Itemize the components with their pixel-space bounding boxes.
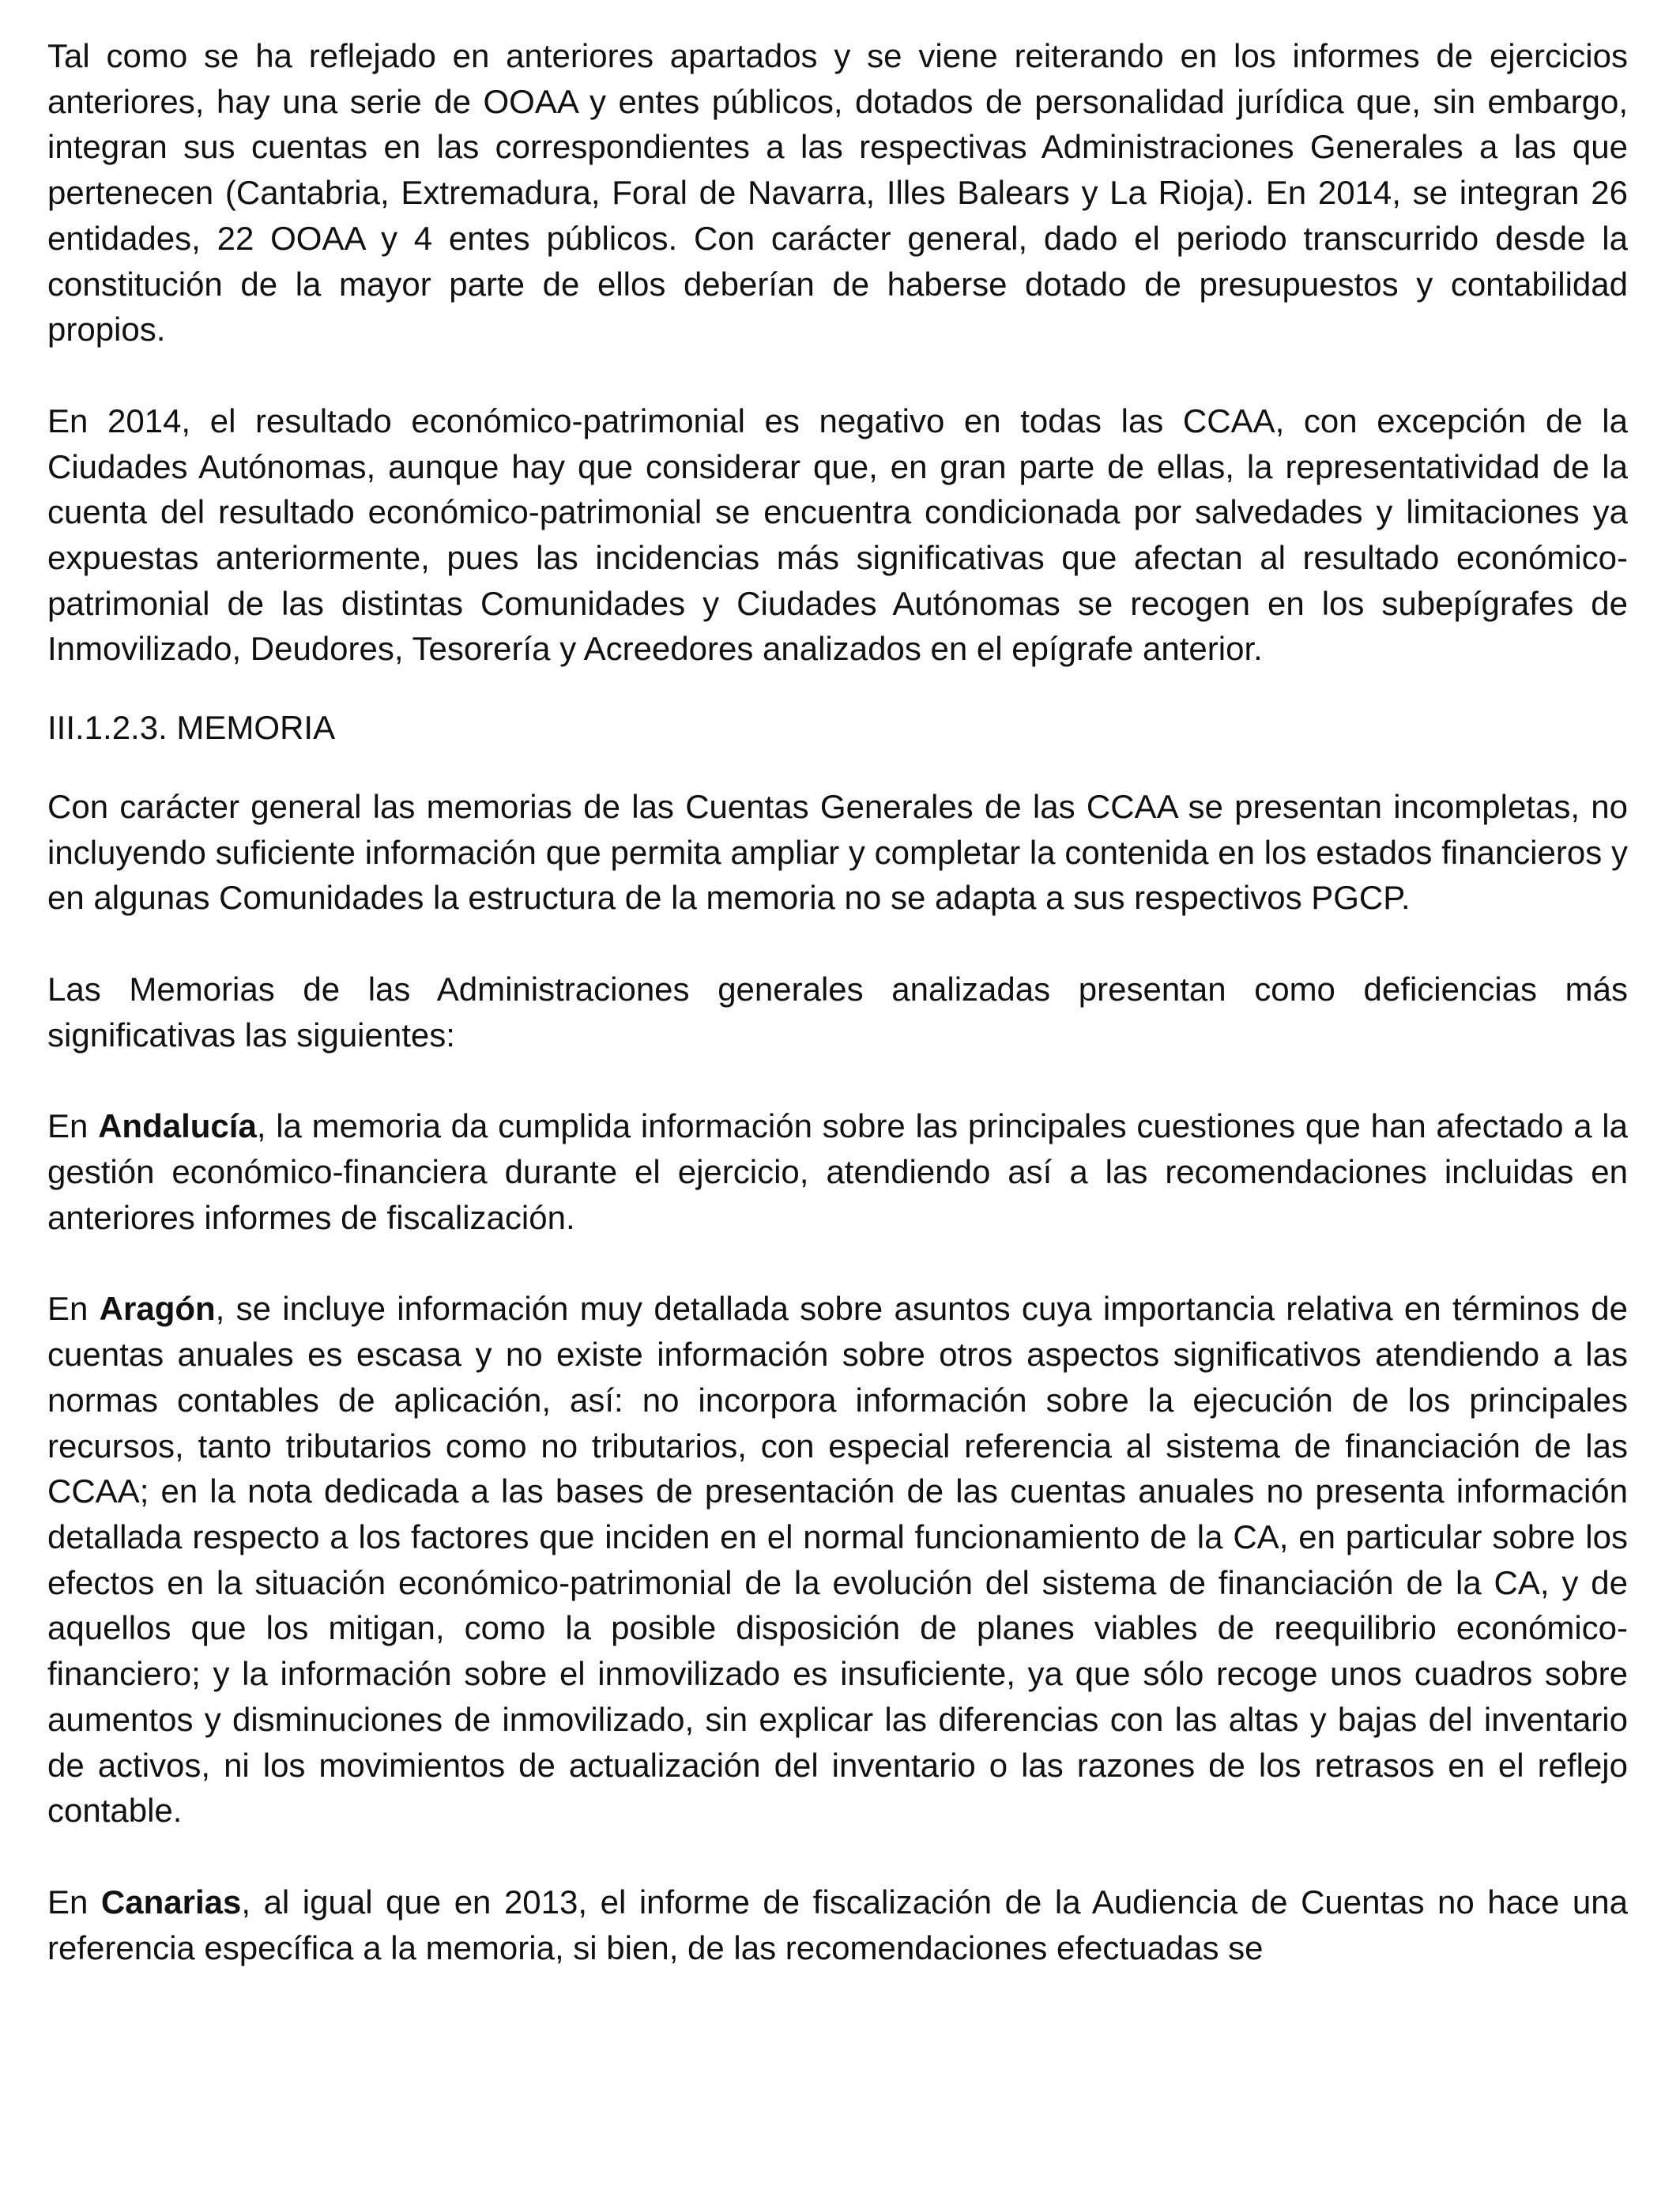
paragraph-body: , se incluye información muy detallada sobre asuntos cuya importancia relativa en términos de cuentas anuales es escasa y no existe información sobre otros aspectos significativos atendiendo a las normas contables de aplicación, así: no incorpora información sobre la ejecución de los principales recursos, tanto tributarios como no tributarios, con especial referencia al sistema de financiación de las CCAA; en la nota dedicada a las bases de presentación de las cuentas anuales no presenta información detallada respecto a los factores que inciden en el normal funcionamiento de la CA, en particular sobre los efectos en la situación económico-patrimonial de la evolución del sistema de financiación de la CA, y de aquellos que los mitigan, como la posible disposición de planes viables de reequilibrio económico-financiero; y la información sobre el inmovilizado es insuficiente, ya que sólo recoge unos cuadros sobre aumentos y disminuciones de inmovilizado, sin explicar las diferencias con las altas y bajas del inventario de activos, ni los movimientos de actualización del inventario o las razones de los retrasos en el reflejo contable. [47,1290,1629,1830]
region-name-andalucia: Andalucía [98,1107,257,1145]
paragraph-prefix: En [47,1883,101,1921]
paragraph-memorias-general: Con carácter general las memorias de las Cuentas Generales de las CCAA se presentan incompletas, no incluyendo suficiente información que permita ampliar y completar la contenida en los estados financieros y en algunas Comunidades la estructura de la memoria no se adapta a sus respectivos PGCP. [47,787,1628,917]
paragraph-ooaa-integration: Tal como se ha reflejado en anteriores apartados y se viene reiterando en los informes de ejercicios anteriores, hay una serie de OOAA y entes públicos, dotados de personalidad jurídica que, sin embargo, integran sus cuentas en las correspondientes a las respectivas Administraciones Generales a las que pertenecen (Cantabria, Extremadura, Foral de Navarra, Illes Balears y La Rioja). En 2014, se integran 26 entidades, 22 OOAA y 4 entes públicos. Con carácter general, dado el periodo transcurrido desde la constitución de la mayor parte de ellos deberían de haberse dotado de presupuestos y contabilidad propios. [47,37,1628,349]
paragraph-economic-result: En 2014, el resultado económico-patrimonial es negativo en todas las CCAA, con excepción de la Ciudades Autónomas, aunque hay que considerar que, en gran parte de ellas, la representatividad de la cuenta del resultado económico-patrimonial se encuentra condicionada por salvedades y limitaciones ya expuestas anteriormente, pues las incidencias más significativas que afectan al resultado económico-patrimonial de las distintas Comunidades y Ciudades Autónomas se recogen en los subepígrafes de Inmovilizado, Deudores, Tesorería y Acreedores analizados en el epígrafe anterior. [47,401,1628,668]
section-heading-memoria: III.1.2.3. MEMORIA [47,709,336,747]
document-page [47,33,1628,2016]
paragraph-prefix: En [47,1290,100,1328]
paragraph-aragon [47,1286,1628,1833]
paragraph-andalucia [47,1103,1628,1240]
paragraph-deficiencias-intro: Las Memorias de las Administraciones generales analizadas presentan como deficiencias más significativas las siguientes: [47,970,1628,1054]
paragraph-prefix: En [47,1107,99,1145]
region-name-aragon: Aragón [99,1290,216,1328]
region-name-canarias: Canarias [100,1883,242,1921]
paragraph-body: , al igual que en 2013, el informe de fiscalización de la Audiencia de Cuentas no hace una referencia específica a la memoria, si bien, de las recomendaciones efectuadas se [47,1883,1628,1966]
paragraph-body: , la memoria da cumplida información sobre las principales cuestiones que han afectado a la gestión económico-financiera durante el ejercicio, atendiendo así a las recomendaciones incluidas en anteriores informes de fiscalización. [47,1107,1628,1236]
paragraph-canarias [47,1879,1628,1970]
